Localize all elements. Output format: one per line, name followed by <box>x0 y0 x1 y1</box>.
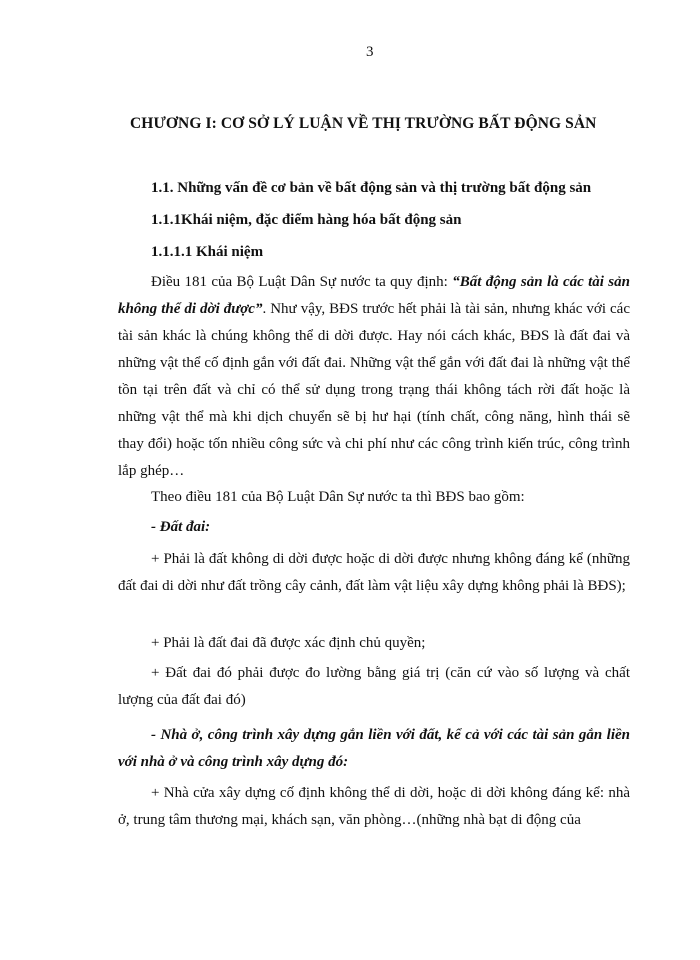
section-heading-1-1-1-1: 1.1.1.1 Khái niệm <box>151 244 264 260</box>
subheading-land: - Đất đai: <box>151 519 211 535</box>
paragraph-definition-rest: . Như vậy, BĐS trước hết phải là tài sản, nhưng khác với các tài sản khác là chúng không thể di dời được. Hay nói cách khác, BĐS là đất đai và những vật thể cố định gắn với đất đai. Những vật thể gắn với đất đai là những vật thể tồn tại trên đất và chỉ có thể sử dụng trong trạng thái không tách rời đất hoặc là những vật thể mà khi dịch chuyển sẽ bị hư hại (tính chất, công năng, hình thái sẽ thay đổi) hoặc tốn nhiều công sức và chi phí như các công trình kiến trúc, công trình lắp ghép… <box>118 301 630 479</box>
page-number: 3 <box>366 44 374 60</box>
section-heading-1-1: 1.1. Những vấn đề cơ bản về bất động sản và thị trường bất động sản <box>151 180 592 196</box>
list-item-land-ownership: + Phải là đất đai đã được xác định chủ quyền; <box>151 635 426 651</box>
subheading-buildings: - Nhà ở, công trình xây dựng gắn liền với đất, kể cả với các tài sản gắn liền với nhà ở và công trình xây dựng đó: <box>118 727 630 770</box>
list-item-buildings-fixed: + Nhà cửa xây dựng cố định không thể di dời, hoặc di dời không đáng kể: nhà ở, trung tâm thương mại, khách sạn, văn phòng…(những nhà bạt di động của <box>118 785 630 828</box>
list-item-land-value: + Đất đai đó phải được đo lường bằng giá trị (căn cứ vào số lượng và chất lượng của đất đai đó) <box>118 665 630 708</box>
paragraph-definition <box>118 269 630 485</box>
list-item-land-immovable: + Phải là đất không di dời được hoặc di dời được nhưng không đáng kể (những đất đai di dời như đất trồng cây cảnh, đất làm vật liệu xây dựng không phải là BĐS); <box>118 551 630 594</box>
paragraph-includes: Theo điều 181 của Bộ Luật Dân Sự nước ta thì BĐS bao gồm: <box>151 489 525 505</box>
section-heading-1-1-1: 1.1.1Khái niệm, đặc điểm hàng hóa bất động sản <box>151 212 462 228</box>
paragraph-definition-lead: Điều 181 của Bộ Luật Dân Sự nước ta quy định: <box>151 274 453 290</box>
chapter-title: CHƯƠNG I: CƠ SỞ LÝ LUẬN VỀ THỊ TRƯỜNG BẤT ĐỘNG SẢN <box>130 115 597 132</box>
definition-quote: “Bất động sản là các tài sản không thể di dời được” <box>118 274 630 317</box>
